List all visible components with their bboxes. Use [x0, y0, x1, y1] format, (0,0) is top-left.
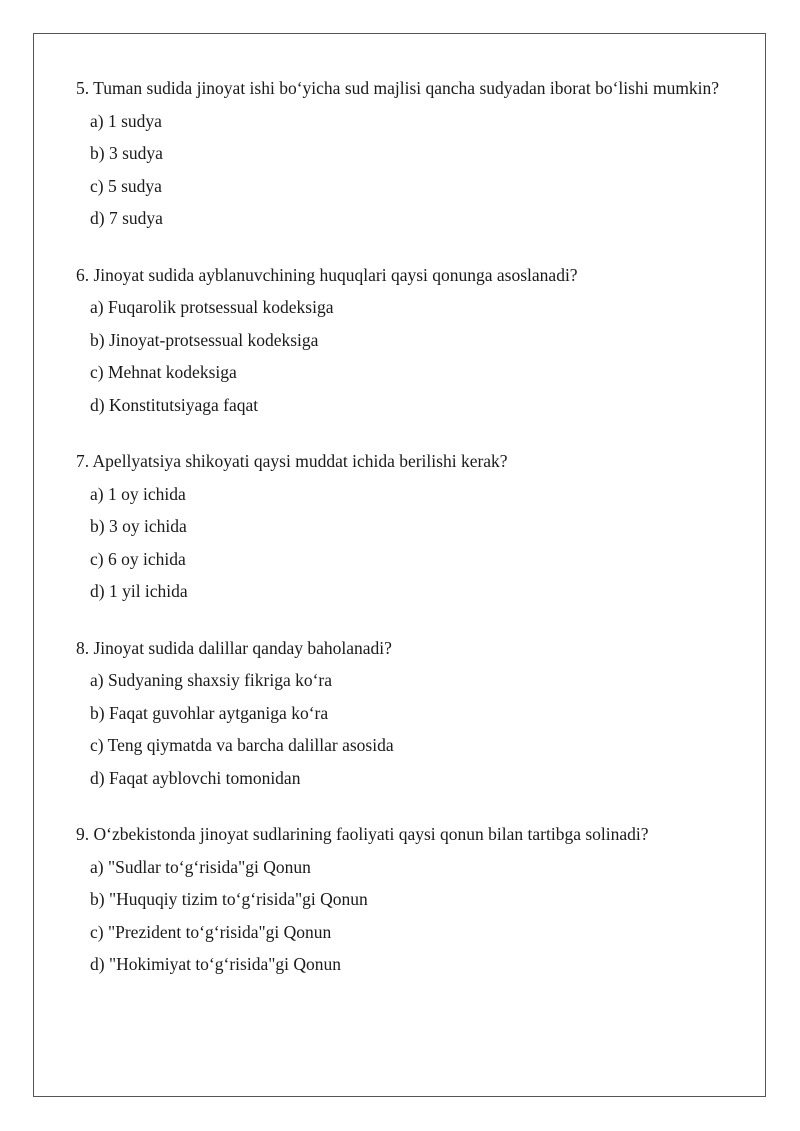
question-block — [76, 445, 726, 608]
question-block — [76, 632, 726, 795]
option-list — [76, 664, 726, 794]
option-item: c) 5 sudya — [90, 175, 162, 196]
question-text: 6. Jinoyat sudida ayblanuvchining huquqlari qaysi qonunga asoslanadi? — [76, 264, 578, 285]
option-item: d) Konstitutsiyaga faqat — [90, 394, 259, 415]
option-item: c) "Prezident to‘g‘risida"gi Qonun — [90, 921, 332, 942]
option-item: b) "Huquqiy tizim to‘g‘risida"gi Qonun — [90, 889, 368, 909]
option-item: d) 1 yil ichida — [90, 581, 188, 601]
option-item: b) Jinoyat-protsessual kodeksiga — [90, 329, 319, 350]
option-item: b) Faqat guvohlar aytganiga ko‘ra — [90, 702, 329, 723]
question-block — [76, 818, 726, 981]
option-item: c) 6 oy ichida — [90, 548, 186, 569]
option-item: a) Fuqarolik protsessual kodeksiga — [90, 297, 334, 317]
option-item: d) Faqat ayblovchi tomonidan — [90, 767, 301, 788]
option-item: b) 3 sudya — [90, 143, 163, 163]
option-list — [76, 478, 726, 608]
option-list — [76, 291, 726, 421]
question-text: 5. Tuman sudida jinoyat ishi bo‘yicha sud majlisi qancha sudyadan iborat bo‘lishi mumkin? — [76, 78, 720, 98]
question-text: 9. O‘zbekistonda jinoyat sudlarining faoliyati qaysi qonun bilan tartibga solinadi? — [76, 824, 649, 844]
option-item: c) Teng qiymatda va barcha dalillar asosida — [90, 735, 394, 755]
question-text: 8. Jinoyat sudida dalillar qanday baholanadi? — [76, 637, 392, 658]
option-item: a) 1 sudya — [90, 110, 162, 131]
question-text: 7. Apellyatsiya shikoyati qaysi muddat ichida berilishi kerak? — [76, 451, 508, 471]
option-list — [76, 105, 726, 235]
option-item: a) Sudyaning shaxsiy fikriga ko‘ra — [90, 670, 333, 690]
option-item: d) "Hokimiyat to‘g‘risida"gi Qonun — [90, 954, 341, 974]
option-item: a) "Sudlar to‘g‘risida"gi Qonun — [90, 856, 311, 877]
option-item: a) 1 oy ichida — [90, 483, 186, 504]
option-item: d) 7 sudya — [90, 208, 163, 228]
document-content — [76, 72, 726, 1005]
option-item: c) Mehnat kodeksiga — [90, 362, 237, 382]
question-block — [76, 259, 726, 422]
option-list — [76, 851, 726, 981]
option-item: b) 3 oy ichida — [90, 516, 187, 536]
question-block — [76, 72, 726, 235]
